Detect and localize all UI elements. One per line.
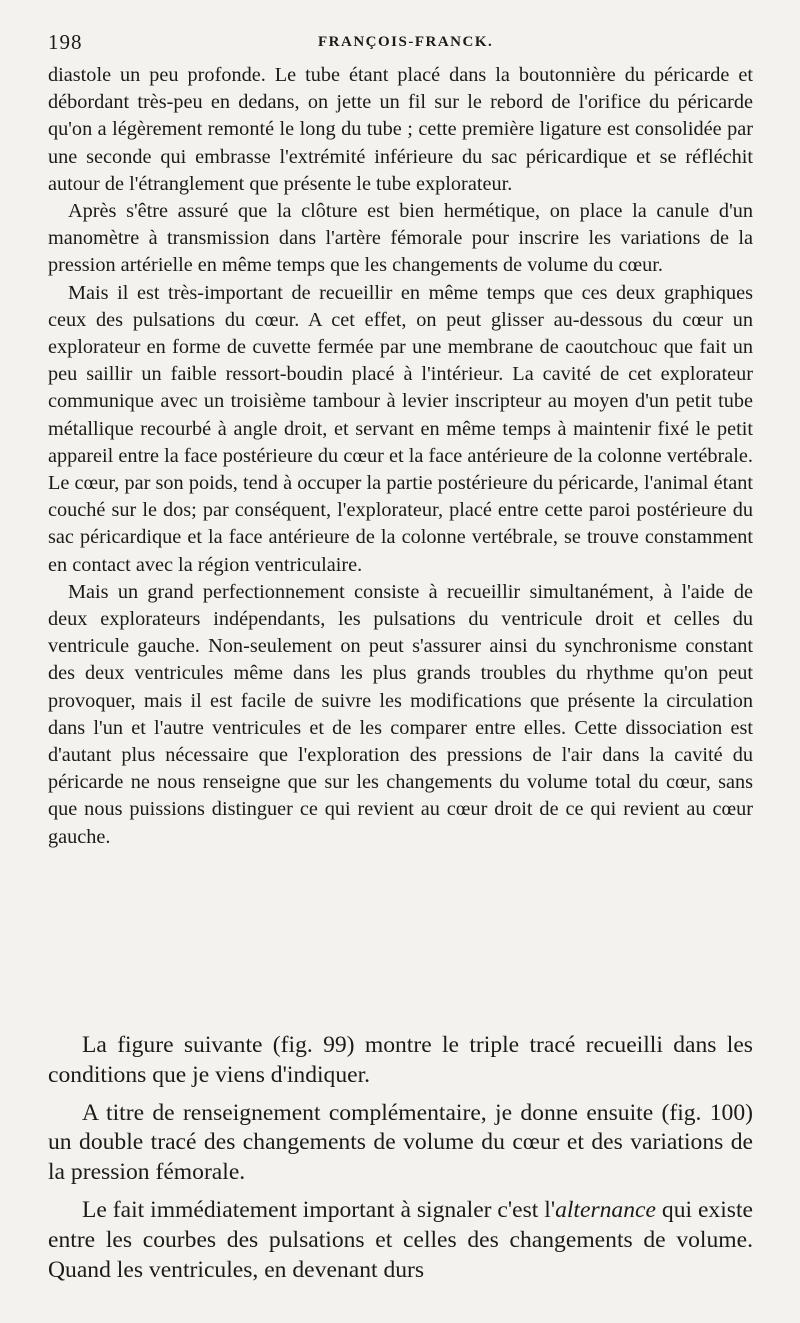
small-print-section [48, 62, 753, 851]
paragraph-figure-99: La figure suivante (fig. 99) montre le triple tracé recueilli dans les conditions que je viens d'indiquer. [48, 1032, 753, 1088]
paragraph-figure-100: A titre de renseignement complémentaire, je donne ensuite (fig. 100) un double tracé des changements de volume du cœur et des variations de la pression fémorale. [48, 1099, 753, 1186]
running-head [48, 30, 752, 60]
main-text-section [48, 1031, 753, 1293]
paragraph-manometer: Après s'être assuré que la clôture est bien hermétique, on place la canule d'un manomètre à transmission dans l'artère fémorale pour inscrire les variations de la pression artérielle en même temps que les changements de volume du cœur. [48, 200, 753, 277]
paragraph-tube-ligature: diastole un peu profonde. Le tube étant placé dans la boutonnière du péricarde et débordant très-peu en dedans, on jette un fil sur le rebord de l'orifice du péricarde qu'on a légèrement remonté le long du tube ; cette première ligature est consolidée par une seconde qui embrasse l'extrémité inférieure du sac péricardique et se réfléchit autour de l'étranglement que présente le tube explorateur. [48, 64, 753, 195]
paragraph-heart-explorer: Mais il est très-important de recueillir en même temps que ces deux graphiques ceux des pulsations du cœur. A cet effet, on peut glisser au-dessous du cœur un explorateur en forme de cuvette fermée par une membrane de caoutchouc que fait un peu saillir un faible ressort-boudin placé à l'intérieur. La cavité de cet explorateur communique avec un troisième tambour à levier inscripteur au moyen d'un petit tube métallique recourbé à angle droit, et servant en même temps à maintenir fixé le petit appareil entre la face postérieure du cœur et la face antérieure de la colonne vertébrale. Le cœur, par son poids, tend à occuper la partie postérieure du péricarde, l'animal étant couché sur le dos; par conséquent, l'explorateur, placé entre cette paroi postérieure du sac péricardique et la face antérieure de la colonne vertébrale, se trouve constamment en contact avec la région ventriculaire. [48, 281, 753, 576]
alternance-emphasis: alternance [555, 1196, 656, 1223]
paragraph-alternance [48, 1196, 753, 1285]
paragraph-two-ventricles: Mais un grand perfectionnement consiste à recueillir simultanément, à l'aide de deux explorateurs indépendants, les pulsations du ventricule droit et celles du ventricule gauche. Non-seulement on peut s'assurer ainsi du synchronisme constant des deux ventricules même dans les plus grands troubles du rhythme qu'on peut provoquer, mais il est facile de suivre les modifications que présente la circulation dans l'un et l'autre ventricules et de les comparer entre elles. Cette dissociation est d'autant plus nécessaire que l'exploration des pressions de l'air dans la cavité du péricarde ne nous renseigne que sur les changements du volume total du cœur, sans que nous puissions distinguer ce qui revient au cœur droit de ce qui revient au cœur gauche. [48, 580, 753, 848]
alternance-text-before: Le fait immédiatement important à signaler c'est l' [82, 1196, 556, 1223]
running-title: FRANÇOIS-FRANCK. [318, 34, 494, 50]
alternance-text-after: qui existe entre les courbes des pulsations et celles des changements de volume. Quand les ventricules, en devenant durs [48, 1196, 753, 1283]
page-number: 198 [48, 30, 83, 54]
